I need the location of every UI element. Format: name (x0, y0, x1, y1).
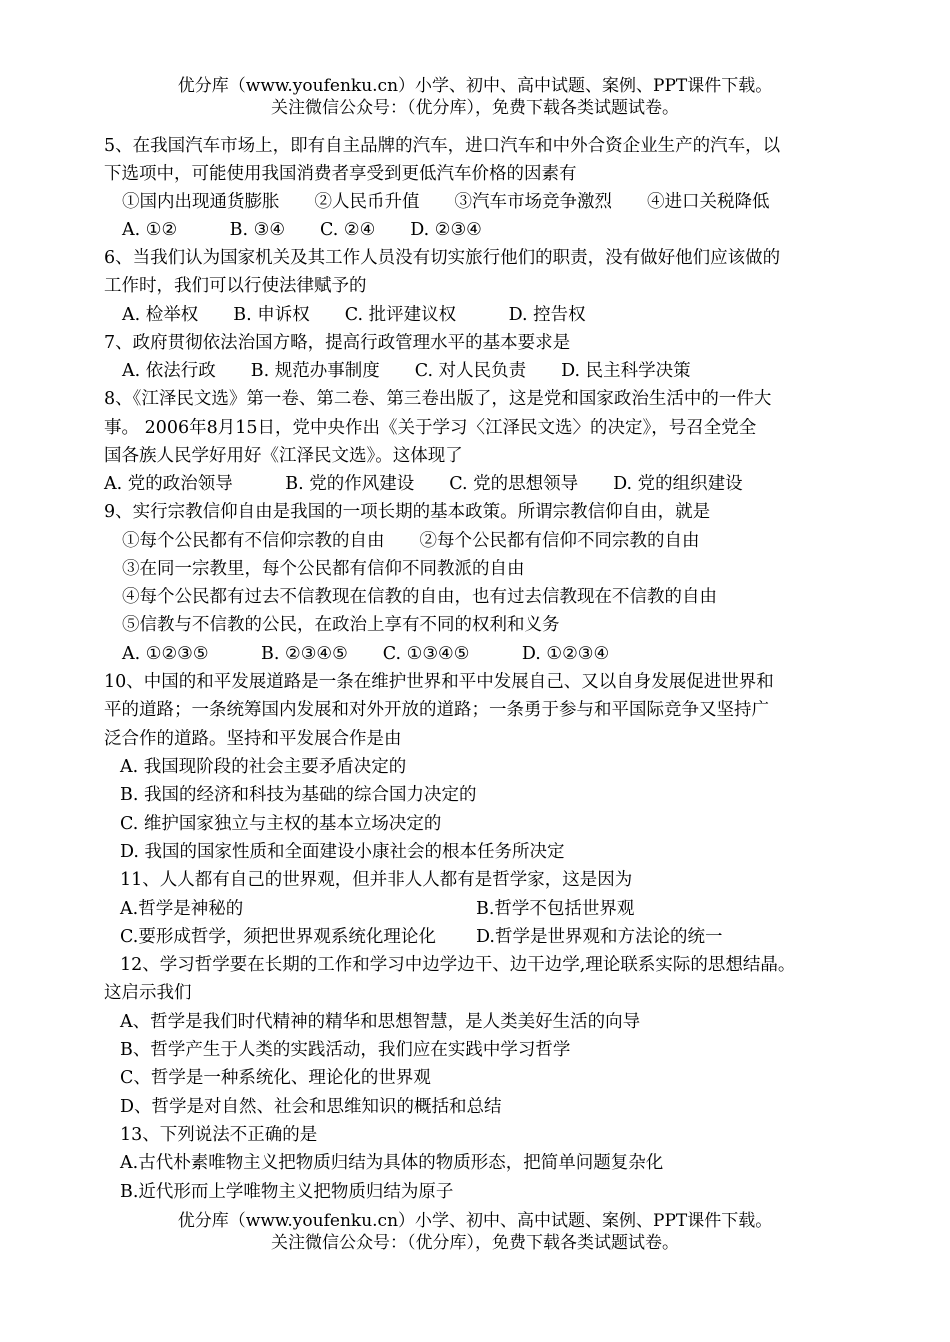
q9-item-1: ①每个公民都有不信仰宗教的自由 ②每个公民都有信仰不同宗教的自由 (122, 531, 700, 551)
q5-stem-line-1: 5、在我国汽车市场上，即有自主品牌的汽车，进口汽车和中外合资企业生产的汽车，以 (104, 136, 781, 156)
q9-item-2: ③在同一宗教里，每个公民都有信仰不同教派的自由 (122, 559, 525, 579)
q12-option-a: A、哲学是我们时代精神的精华和思想智慧，是人类美好生活的向导 (120, 1012, 641, 1032)
q11-stem: 11、人人都有自己的世界观，但并非人人都有是哲学家，这是因为 (120, 870, 633, 890)
q9-item-4: ⑤信教与不信教的公民，在政治上享有不同的权利和义务 (122, 615, 560, 635)
q12-stem-line-2: 这启示我们 (104, 983, 192, 1003)
q9-options: A. ①②③⑤ B. ②③④⑤ C. ①③④⑤ D. ①②③④ (122, 644, 610, 664)
q10-stem-line-3: 泛合作的道路。坚持和平发展合作是由 (104, 729, 402, 749)
q13-option-a: A.古代朴素唯物主义把物质归结为具体的物质形态，把简单问题复杂化 (120, 1153, 664, 1173)
q12-stem-line-1: 12、学习哲学要在长期的工作和学习中边学边干、边干边学,理论联系实际的思想结晶。 (120, 955, 796, 975)
q11-option-c: C.要形成哲学，须把世界观系统化理论化 (120, 927, 436, 947)
footer-line-2: 关注微信公众号：（优分库），免费下载各类试题试卷。 (271, 1233, 679, 1253)
q7-options: A. 依法行政 B. 规范办事制度 C. 对人民负责 D. 民主科学决策 (122, 361, 691, 381)
q12-option-d: D、哲学是对自然、社会和思维知识的概括和总结 (120, 1097, 502, 1117)
q8-options: A. 党的政治领导 B. 党的作风建设 C. 党的思想领导 D. 党的组织建设 (104, 474, 743, 494)
q12-option-c: C、哲学是一种系统化、理论化的世界观 (120, 1068, 431, 1088)
q7-stem: 7、政府贯彻依法治国方略，提高行政管理水平的基本要求是 (104, 333, 571, 353)
q10-option-b: B. 我国的经济和科技为基础的综合国力决定的 (120, 785, 477, 805)
q5-options: A. ①② B. ③④ C. ②④ D. ②③④ (122, 220, 482, 240)
q11-option-b: B.哲学不包括世界观 (476, 899, 635, 919)
q10-stem-line-2: 平的道路；一条统筹国内发展和对外开放的道路；一条勇于参与和平国际竞争又坚持广 (104, 700, 769, 720)
header-line-1: 优分库（www.youfenku.cn）小学、初中、高中试题、案例、PPT课件下载。 (177, 76, 773, 96)
q5-stem-line-2: 下选项中，可能使用我国消费者享受到更低汽车价格的因素有 (104, 164, 577, 184)
header-line-2: 关注微信公众号：（优分库），免费下载各类试题试卷。 (271, 98, 679, 118)
q8-stem-line-2: 事。 2006年8月15日，党中央作出《关于学习〈江泽民文选〉的决定》，号召全党全 (104, 418, 757, 438)
q6-stem-line-1: 6、当我们认为国家机关及其工作人员没有切实旅行他们的职责，没有做好他们应该做的 (104, 248, 781, 268)
q9-item-3: ④每个公民都有过去不信教现在信教的自由，也有过去信教现在不信教的自由 (122, 587, 717, 607)
q6-options: A. 检举权 B. 申诉权 C. 批评建议权 D. 控告权 (122, 305, 586, 325)
q10-stem-line-1: 10、中国的和平发展道路是一条在维护世界和平中发展自己、又以自身发展促进世界和 (104, 672, 774, 692)
q10-option-c: C. 维护国家独立与主权的基本立场决定的 (120, 814, 442, 834)
q9-stem: 9、实行宗教信仰自由是我国的一项长期的基本政策。所谓宗教信仰自由，就是 (104, 502, 711, 522)
q11-option-d: D.哲学是世界观和方法论的统一 (476, 927, 723, 947)
q5-items: ①国内出现通货膨胀 ②人民币升值 ③汽车市场竞争激烈 ④进口关税降低 (122, 192, 770, 212)
q13-stem: 13、下列说法不正确的是 (120, 1125, 318, 1145)
q8-stem-line-1: 8、《江泽民文选》第一卷、第二卷、第三卷出版了，这是党和国家政治生活中的一件大 (104, 389, 772, 409)
q13-option-b: B.近代形而上学唯物主义把物质归结为原子 (120, 1182, 454, 1202)
q6-stem-line-2: 工作时，我们可以行使法律赋予的 (104, 276, 367, 296)
q10-option-a: A. 我国现阶段的社会主要矛盾决定的 (120, 757, 407, 777)
q10-option-d: D. 我国的国家性质和全面建设小康社会的根本任务所决定 (120, 842, 565, 862)
q12-option-b: B、哲学产生于人类的实践活动，我们应在实践中学习哲学 (120, 1040, 571, 1060)
footer-line-1: 优分库（www.youfenku.cn）小学、初中、高中试题、案例、PPT课件下载。 (177, 1211, 773, 1231)
q8-stem-line-3: 国各族人民学好用好《江泽民文选》。这体现了 (104, 446, 463, 466)
q11-option-a: A.哲学是神秘的 (120, 899, 244, 919)
